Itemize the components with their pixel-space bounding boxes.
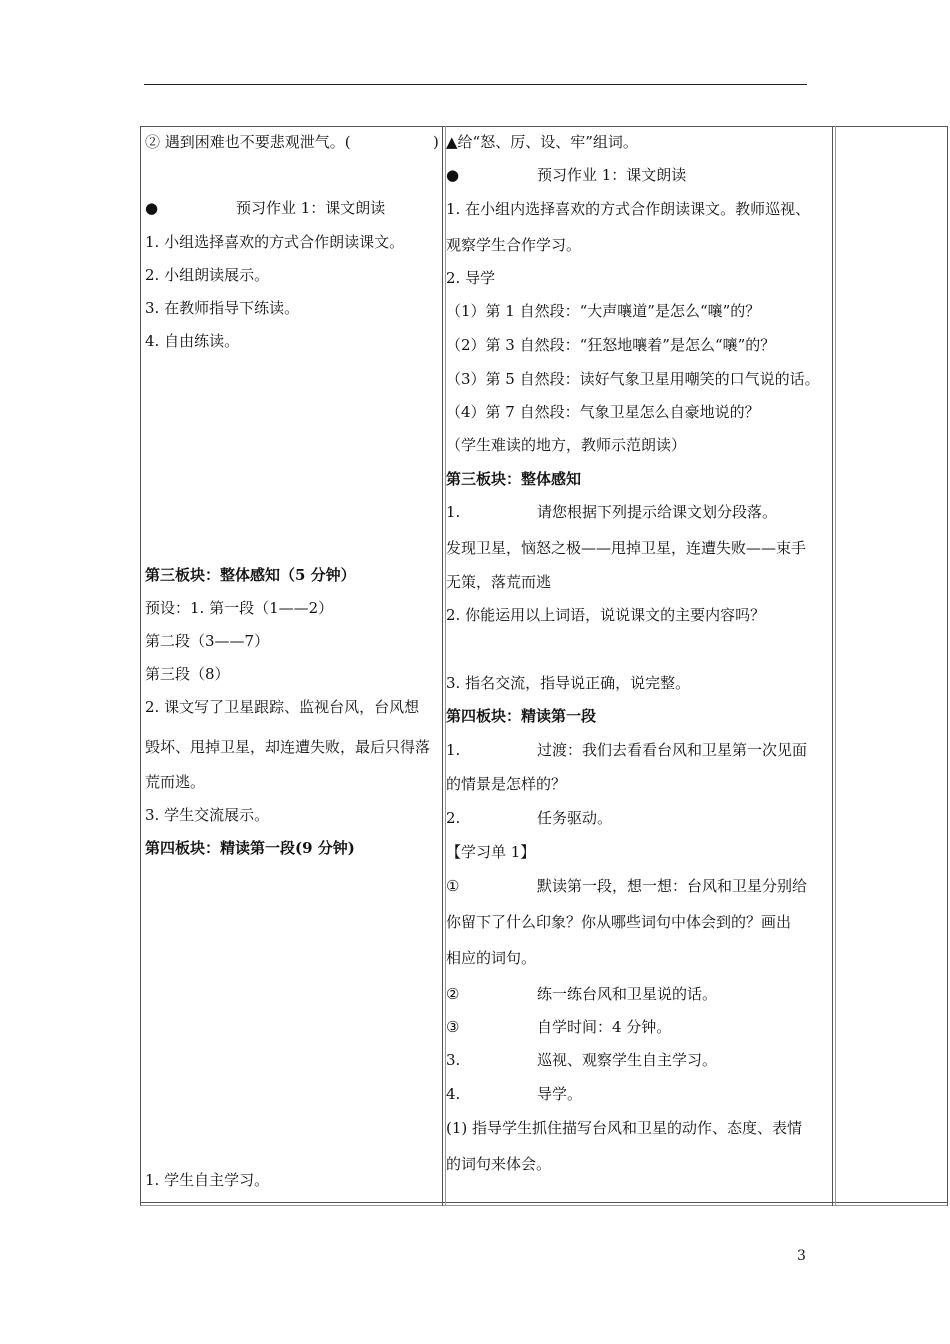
text-line: 的情景是怎样的？: [446, 775, 567, 793]
text-line: 过渡：我们去看看台风和卫星第一次见面: [537, 741, 808, 759]
text-line: 你留下了什么印象？你从哪些词句中体会到的？画出: [446, 913, 792, 931]
column-divider-2: [832, 126, 833, 1206]
column-divider-1b: [445, 126, 446, 1206]
text-line: 导学。: [537, 1085, 583, 1103]
table-bottom-border-inner: [140, 1205, 948, 1206]
text-line: 2. 小组朗读展示。: [145, 266, 270, 284]
column-divider-2b: [835, 126, 836, 1206]
text-line: 1. 学生自主学习。: [145, 1171, 270, 1189]
table-bottom-border: [140, 1202, 948, 1203]
text-line: 第二段（3——7）: [145, 632, 270, 650]
bullet-icon: ●: [446, 166, 460, 184]
lesson-table: [140, 126, 948, 1206]
text-line: 观察学生合作学习。: [446, 236, 582, 254]
text-line: 任务驱动。: [537, 809, 613, 827]
section-heading: 第四板块：精读第一段(9 分钟): [145, 839, 355, 857]
text-line: 的词句来体会。: [446, 1155, 552, 1173]
text-line: 毁坏、甩掉卫星，却连遭失败，最后只得落: [145, 738, 431, 756]
text-line: （2）第 3 自然段：“狂怒地嚷着”是怎么“嚷”的？: [446, 336, 776, 354]
text-line: 预习作业 1：课文朗读: [537, 166, 687, 184]
header-rule: [144, 84, 807, 85]
text-line: (1) 指导学生抓住描写台风和卫星的动作、态度、表情: [446, 1119, 803, 1137]
text-line: 预习作业 1：课文朗读: [236, 199, 386, 217]
text-line: （3）第 5 自然段：读好气象卫星用嘲笑的口气说的话。: [446, 370, 820, 388]
column-divider-1: [442, 126, 443, 1206]
text-line: 【学习单 1】: [446, 843, 536, 861]
text-line: ): [433, 133, 439, 151]
text-line: ② 遇到困难也不要悲观泄气。(: [145, 133, 351, 151]
text-line: 3. 指名交流，指导说正确，说完整。: [446, 674, 691, 692]
text-line: 1. 小组选择喜欢的方式合作朗读课文。: [145, 233, 405, 251]
text-line: 发现卫星，恼怒之极——甩掉卫星，连遭失败——束手: [446, 539, 807, 557]
text-line: 默读第一段，想一想：台风和卫星分别给: [537, 877, 808, 895]
section-heading: 第四板块：精读第一段: [446, 707, 597, 725]
section-heading: 第三板块：整体感知: [446, 470, 582, 488]
text-line: 预设：1. 第一段（1——2）: [145, 599, 334, 617]
list-number: 1.: [446, 741, 461, 759]
list-number: ①: [446, 877, 460, 895]
list-number: 4.: [446, 1085, 461, 1103]
text-line: 3. 学生交流展示。: [145, 806, 270, 824]
text-line: 3. 在教师指导下练读。: [145, 299, 300, 317]
table-left-border: [140, 126, 141, 1206]
text-line: 荒而逃。: [145, 773, 206, 791]
text-line: （学生难读的地方，教师示范朗读）: [446, 436, 687, 454]
list-number: ③: [446, 1018, 460, 1036]
list-number: 3.: [446, 1051, 461, 1069]
list-number: ②: [446, 985, 460, 1003]
text-line: 2. 导学: [446, 269, 496, 287]
table-top-border: [140, 126, 948, 127]
text-line: 1. 在小组内选择喜欢的方式合作朗读课文。教师巡视、: [446, 200, 811, 218]
text-line: 巡视、观察学生自主学习。: [537, 1051, 718, 1069]
list-number: 1.: [446, 503, 461, 521]
text-line: ▲给“怒、厉、设、牢”组词。: [446, 133, 638, 151]
table-right-border: [947, 126, 948, 1206]
text-line: （4）第 7 自然段：气象卫星怎么自豪地说的？: [446, 403, 760, 421]
text-line: （1）第 1 自然段：“大声嚷道”是怎么“嚷”的？: [446, 302, 761, 320]
section-heading: 第三板块：整体感知（5 分钟）: [145, 566, 356, 584]
text-line: 2. 课文写了卫星跟踪、监视台风，台风想: [145, 698, 420, 716]
text-line: 第三段（8）: [145, 665, 230, 683]
list-number: 2.: [446, 809, 461, 827]
text-line: 4. 自由练读。: [145, 332, 240, 350]
bullet-icon: ●: [145, 199, 159, 217]
text-line: 练一练台风和卫星说的话。: [537, 985, 718, 1003]
text-line: 相应的词句。: [446, 949, 537, 967]
text-line: 自学时间：4 分钟。: [537, 1018, 672, 1036]
text-line: 无策，落荒而逃: [446, 573, 552, 591]
page-number: 3: [797, 1248, 806, 1264]
text-line: 请您根据下列提示给课文划分段落。: [537, 503, 778, 521]
text-line: 2. 你能运用以上词语，说说课文的主要内容吗？: [446, 606, 766, 624]
